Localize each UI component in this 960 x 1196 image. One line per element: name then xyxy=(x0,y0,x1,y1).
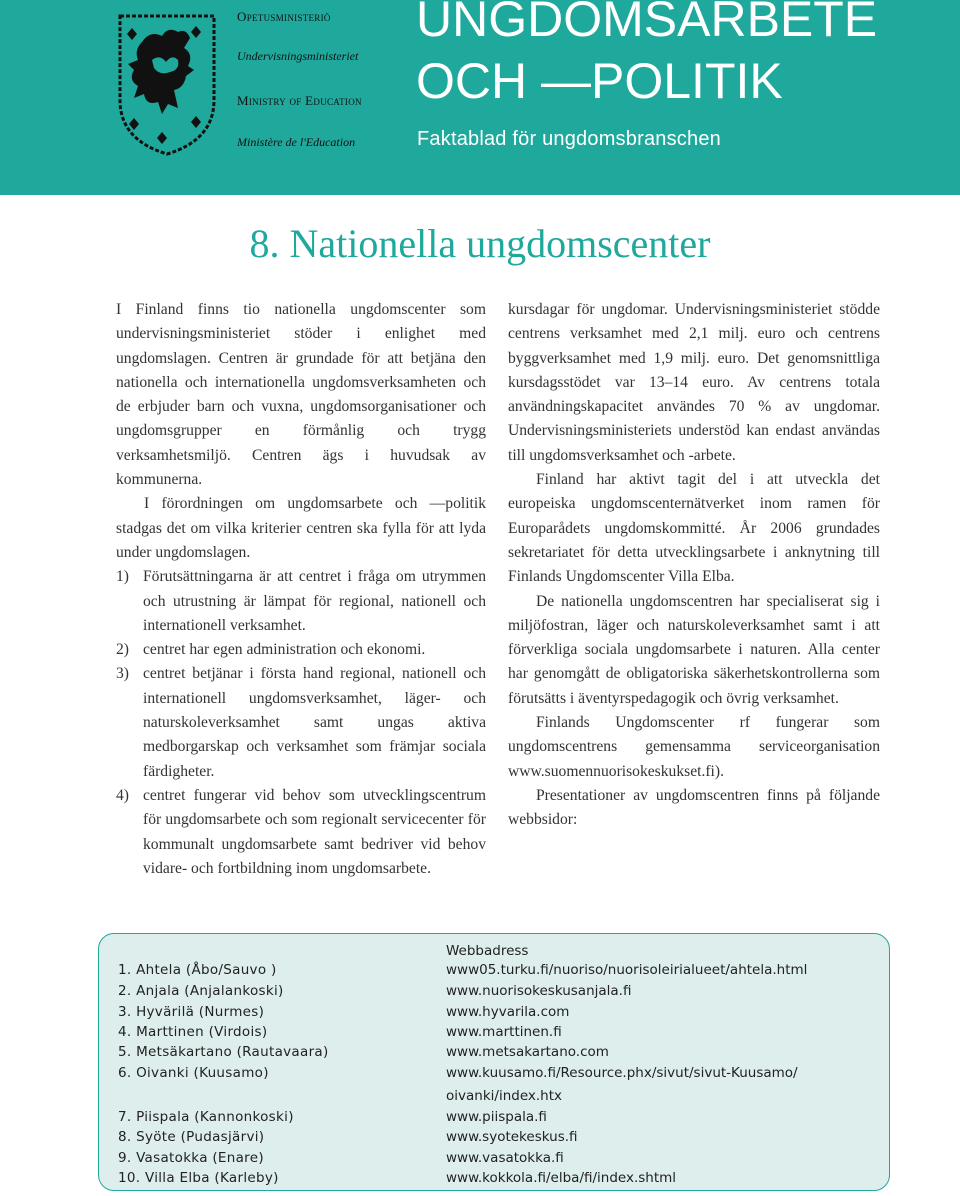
criteria-text: centret betjänar i första hand regional, nationell och internationell ungdomsverksamhet, läger- och naturskoleverksamhet samt ungas aktiva medborgarskap och verksamhet som främjar sociala färdigheter. xyxy=(143,665,486,780)
center-url-link[interactable]: www.kuusamo.fi/Resource.phx/sivut/sivut-Kuusamo/ xyxy=(446,1065,798,1081)
intro-paragraph: I Finland finns tio nationella ungdomscenter som undervisningsministeriet stöder i enlighet med ungdomslagen. Centren är grundade för att betjäna den nationella och internationella ungdomsverksamheten och de erbjuder barn och vuxna, ungdomsorganisationer och ungdomsgrupper en förmånlig och trygg verksamhetsmiljö. Centren ägs i huvudsak av kommunerna. xyxy=(116,301,486,489)
center-name: 6. Oivanki (Kuusamo) xyxy=(118,1065,269,1081)
subtitle: Faktablad för ungdomsbranschen xyxy=(417,128,721,150)
center-name: 4. Marttinen (Virdois) xyxy=(118,1024,268,1040)
right-column xyxy=(508,298,880,833)
org-name-french: Ministère de l'Education xyxy=(237,135,356,149)
network-paragraph: Finland har aktivt tagit del i att utveckla det europeiska ungdomscenternätverket inom ramen för Europarådets ungdomskommitté. År 2006 grundades sekretariatet för detta utvecklingsarbete i anknytning till Finlands Ungdomscenter Villa Elba. xyxy=(508,471,880,586)
center-url-link-continued[interactable]: oivanki/index.htx xyxy=(446,1088,563,1104)
center-name: 1. Ahtela (Åbo/Sauvo ) xyxy=(118,962,277,978)
center-url-link[interactable]: www.kokkola.fi/elba/fi/index.shtml xyxy=(446,1170,677,1186)
web-address-header: Webbadress xyxy=(446,943,529,959)
specialization-paragraph: De nationella ungdomscentren har specialiserat sig i miljöfostran, läger och naturskoleverksamhet samt i att förverkliga sociala ungdomsarbete i naturen. Alla center har genomgått de obligatoriska säkerhetskontrollerna som förutsätts i äventyrspedagogik och övrig verksamhet. xyxy=(508,592,880,707)
table-row-continuation xyxy=(99,1088,889,1108)
table-row xyxy=(99,1129,889,1149)
title-line-2: OCH —POLITIK xyxy=(416,53,783,109)
center-url-link[interactable]: www.syotekeskus.fi xyxy=(446,1129,578,1145)
org-name-swedish: Undervisningsministeriet xyxy=(237,49,359,63)
center-url-link[interactable]: www.vasatokka.fi xyxy=(446,1150,564,1166)
center-name: 3. Hyvärilä (Nurmes) xyxy=(118,1004,265,1020)
center-url-link[interactable]: www.hyvarila.com xyxy=(446,1004,570,1020)
table-row xyxy=(99,1150,889,1170)
left-column xyxy=(116,298,486,881)
section-heading: 8. Nationella ungdomscenter xyxy=(249,221,711,266)
title-line-1: UNGDOMSARBETE xyxy=(416,0,878,47)
table-row xyxy=(99,1004,889,1024)
criteria-item xyxy=(116,784,486,881)
center-url-link[interactable]: www.piispala.fi xyxy=(446,1109,547,1125)
center-name: 10. Villa Elba (Karleby) xyxy=(118,1170,279,1186)
criteria-list xyxy=(116,565,486,881)
center-url-link[interactable]: www.marttinen.fi xyxy=(446,1024,562,1040)
table-row xyxy=(99,1044,889,1064)
center-name: 5. Metsäkartano (Rautavaara) xyxy=(118,1044,329,1060)
table-row xyxy=(99,1024,889,1044)
table-row xyxy=(99,962,889,982)
criteria-item xyxy=(116,662,486,783)
table-row xyxy=(99,1109,889,1129)
criteria-item xyxy=(116,565,486,638)
criteria-number: 4) xyxy=(116,786,129,804)
criteria-text: Förutsättningarna är att centret i fråga om utrymmen och utrustning är lämpat för regional, nationell och internationell verksamhet. xyxy=(143,568,486,634)
criteria-text: centret har egen administration och ekonomi. xyxy=(143,641,426,659)
center-url-link[interactable]: www.nuorisokeskusanjala.fi xyxy=(446,983,632,999)
center-url-link[interactable]: www.metsakartano.com xyxy=(446,1044,609,1060)
web-address-table xyxy=(98,933,890,1191)
regulation-paragraph: I förordningen om ungdomsarbete och —politik stadgas det om vilka kriterier centren ska fylla för att lyda under ungdomslagen. xyxy=(116,495,486,561)
coat-of-arms-icon xyxy=(112,8,222,156)
criteria-text: centret fungerar vid behov som utvecklingscentrum för ungdomsarbete och som regionalt servicecenter för kommunalt ungdomsarbete samt bedriver vid behov vidare- och fortbildning inom ungdomsarbete. xyxy=(143,786,486,877)
criteria-number: 2) xyxy=(116,641,129,659)
center-name: 9. Vasatokka (Enare) xyxy=(118,1150,264,1166)
table-row xyxy=(99,1065,889,1085)
center-name: 7. Piispala (Kannonkoski) xyxy=(118,1109,294,1125)
header-banner xyxy=(0,0,960,195)
criteria-number: 1) xyxy=(116,568,129,586)
criteria-number: 3) xyxy=(116,665,129,683)
criteria-item xyxy=(116,638,486,662)
center-name: 8. Syöte (Pudasjärvi) xyxy=(118,1129,265,1145)
center-url-link[interactable]: www05.turku.fi/nuoriso/nuorisoleirialueet/ahtela.html xyxy=(446,962,808,978)
org-name-english: Ministry of Education xyxy=(237,93,362,108)
center-name: 2. Anjala (Anjalankoski) xyxy=(118,983,284,999)
funding-paragraph: kursdagar för ungdomar. Undervisningsministeriet stödde centrens verksamhet med 2,1 milj. euro och centrens byggverksamhet med 1,9 milj. euro. Det genomsnittliga kursdagsstödet var 13–14 euro. Av centrens totala användningskapacitet användes 70 % av ungdomar. Undervisningsministeriets understöd kan endast användas till ungdomsverksamhet och -arbete. xyxy=(508,301,880,464)
org-name-finnish: Opetusministeriö xyxy=(237,9,331,24)
table-row xyxy=(99,1170,889,1190)
table-row xyxy=(99,983,889,1003)
websites-intro-paragraph: Presentationer av ungdomscentren finns på följande webbsidor: xyxy=(508,786,880,829)
organisation-paragraph: Finlands Ungdomscenter rf fungerar som ungdomscentrens gemensamma serviceorganisation www.suomennuorisokeskukset.fi). xyxy=(508,714,880,780)
